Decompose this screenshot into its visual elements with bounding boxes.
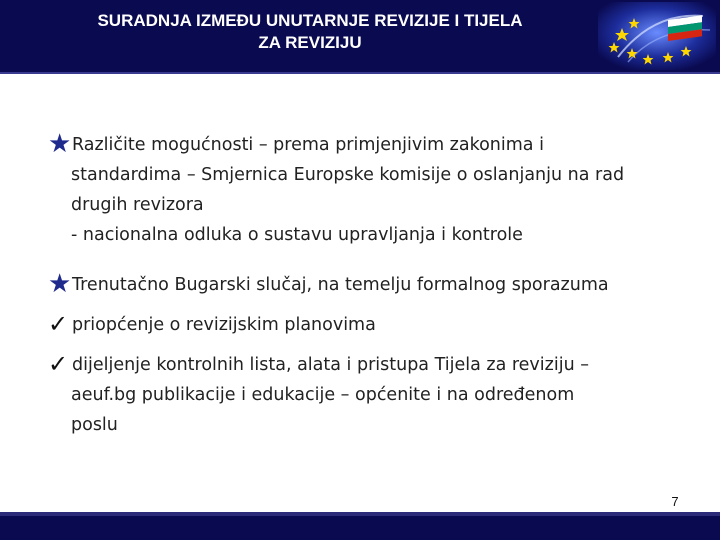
list-item-text: aeuf.bg publikacije i edukacije – općenite i na određenom — [71, 385, 575, 405]
list-item — [48, 350, 708, 440]
star-icon: ★ — [48, 129, 72, 159]
spacer — [48, 340, 708, 350]
list-item — [48, 310, 708, 340]
page-number: 7 — [671, 494, 679, 509]
list-item-text: Različite mogućnosti – prema primjenjivim zakonima i — [72, 135, 544, 155]
spacer — [48, 250, 708, 270]
list-item-text: dijeljenje kontrolnih lista, alata i pristupa Tijela za reviziju – — [72, 355, 589, 375]
eu-bulgaria-logo-icon — [598, 2, 716, 70]
spacer — [48, 300, 708, 310]
slide-title — [40, 10, 580, 54]
list-item-text: priopćenje o revizijskim planovima — [72, 315, 376, 335]
checkmark-icon: ✓ — [48, 350, 69, 378]
slide-title-line1: SURADNJA IZMEĐU UNUTARNJE REVIZIJE I TIJELA — [97, 11, 523, 30]
slide-title-line2: ZA REVIZIJU — [258, 33, 362, 52]
list-item-text: - nacionalna odluka o sustavu upravljanja i kontrole — [71, 225, 523, 245]
list-item — [48, 270, 708, 300]
slide-body — [48, 130, 708, 440]
list-item-text: standardima – Smjernica Europske komisije o oslanjanju na rad — [71, 165, 625, 185]
header-bar — [0, 0, 720, 72]
header-divider — [0, 72, 720, 74]
footer-bar — [0, 516, 720, 540]
star-icon: ★ — [48, 269, 72, 299]
list-item-text: drugih revizora — [71, 195, 204, 215]
list-item-text: poslu — [71, 415, 118, 435]
list-item — [48, 130, 708, 250]
checkmark-icon: ✓ — [48, 310, 69, 338]
list-item-text: Trenutačno Bugarski slučaj, na temelju formalnog sporazuma — [72, 275, 609, 295]
